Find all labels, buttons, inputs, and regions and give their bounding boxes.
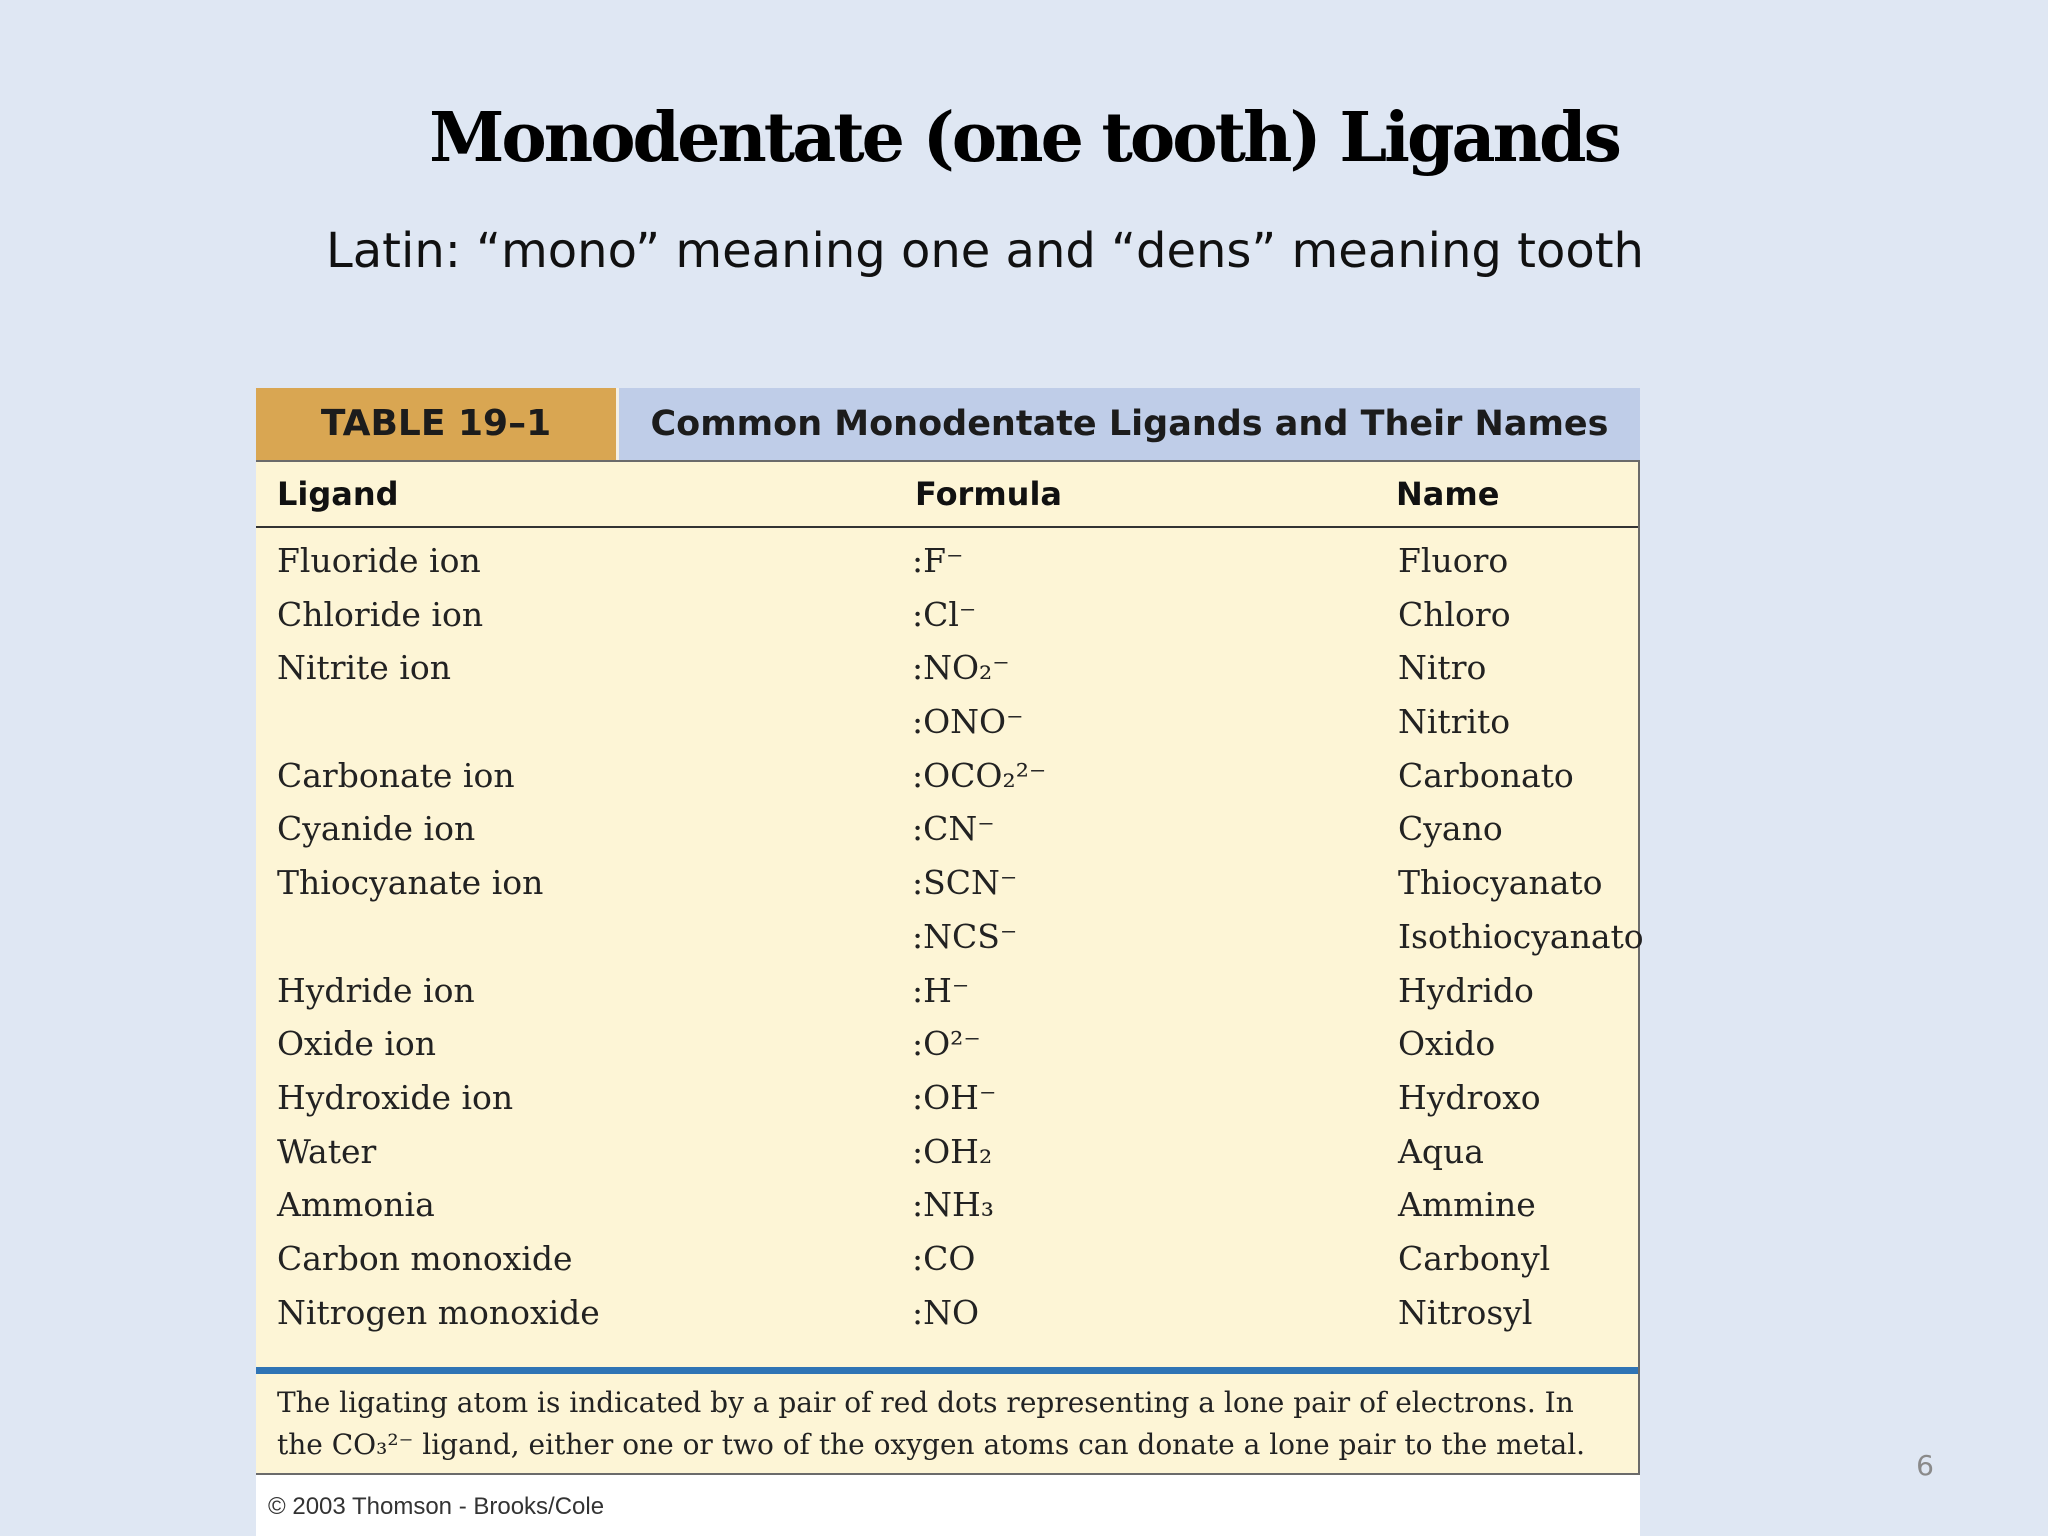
table-row [256,588,1638,642]
table-row [256,749,1638,803]
table-row [256,695,1638,749]
slide-title: Monodentate (one tooth) Ligands [429,98,1619,178]
formula-cell: :ONO⁻ [912,702,1024,742]
formula-cell: :OCO₂²⁻ [912,755,1047,795]
formula-cell: :O²⁻ [912,1024,981,1064]
formula-cell: :OH⁻ [912,1077,997,1117]
formula-cell: :NO [912,1292,980,1332]
ligand-cell: Carbonate ion [277,755,515,795]
ligand-cell: Fluoride ion [277,541,481,580]
ligand-cell: Hydride ion [277,970,475,1010]
name-cell: Chloro [1398,594,1511,634]
table-number: TABLE 19–1 [256,388,616,460]
table-row [256,641,1638,695]
credit-strip [256,1475,1640,1536]
name-cell: Carbonato [1398,755,1574,795]
name-cell: Ammine [1398,1185,1536,1225]
table-row [256,1017,1638,1071]
ligand-cell: Nitrite ion [277,648,451,688]
formula-cell: :F⁻ [912,541,964,580]
name-cell: Fluoro [1398,541,1509,580]
name-cell: Hydrido [1398,970,1534,1010]
formula-cell: :CN⁻ [912,809,995,849]
formula-cell: :NCS⁻ [912,916,1018,956]
name-cell: Nitrosyl [1398,1292,1533,1332]
formula-cell: :SCN⁻ [912,863,1018,903]
name-cell: Hydroxo [1398,1077,1541,1117]
ligand-cell: Cyanide ion [277,809,476,849]
table-row [256,964,1638,1018]
column-header-rule [256,526,1638,528]
name-cell: Carbonyl [1398,1238,1551,1278]
table-body [256,460,1644,1475]
ligand-cell: Oxide ion [277,1024,437,1064]
table-row [256,802,1638,856]
name-cell: Thiocyanato [1398,863,1603,903]
name-cell: Cyano [1398,809,1503,849]
ligand-cell: Carbon monoxide [277,1238,573,1278]
formula-cell: :H⁻ [912,970,970,1010]
page-number: 6 [1916,1449,1934,1482]
footnote-divider [256,1367,1638,1374]
table-row [256,534,1638,588]
name-cell: Isothiocyanato [1398,916,1644,956]
table-caption: Common Monodentate Ligands and Their Names [616,388,1640,460]
table-footnote: The ligating atom is indicated by a pair of red dots representing a lone pair of electrons. In the CO₃²⁻ ligand, either one or two of the oxygen atoms can donate a lone pair to the metal. [277,1386,1586,1461]
ligand-cell: Thiocyanate ion [277,863,544,903]
ligand-cell: Hydroxide ion [277,1077,514,1117]
table-row [256,1071,1638,1125]
name-cell: Aqua [1398,1131,1484,1171]
table-row [256,1286,1638,1340]
table-row [256,1178,1638,1232]
table-row [256,910,1644,964]
slide-subtitle: Latin: “mono” meaning one and “dens” meaning tooth [326,223,1644,279]
table-row [256,1125,1638,1179]
name-cell: Nitrito [1398,702,1511,742]
table-header-band [256,388,1640,460]
ligand-cell: Nitrogen monoxide [277,1292,600,1332]
formula-cell: :Cl⁻ [912,594,977,634]
table-row [256,1232,1638,1286]
ligand-cell: Chloride ion [277,594,484,634]
column-header-formula: Formula [915,475,1063,513]
table-row [256,856,1638,910]
ligand-cell: Water [277,1131,377,1171]
copyright-credit: © 2003 Thomson - Brooks/Cole [268,1493,605,1520]
formula-cell: :CO [912,1238,976,1278]
formula-cell: :OH₂ [912,1131,993,1171]
column-header-name: Name [1396,475,1500,513]
name-cell: Oxido [1398,1024,1496,1064]
name-cell: Nitro [1398,648,1487,688]
column-header-ligand: Ligand [277,475,399,513]
table-figure [256,388,1644,1536]
formula-cell: :NH₃ [912,1185,995,1225]
ligand-cell: Ammonia [277,1185,435,1225]
table-rows [256,534,1644,1339]
formula-cell: :NO₂⁻ [912,648,1010,688]
